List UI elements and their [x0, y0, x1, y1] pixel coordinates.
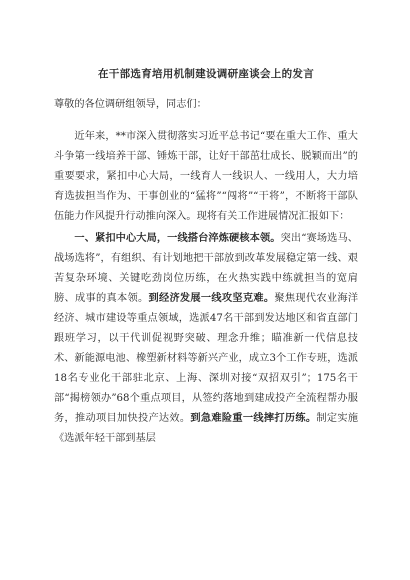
salutation: 尊敬的各位调研组领导，同志们： [54, 99, 207, 110]
section-one-text: 突出“赛场选马、战场选将”，有组织、有计划地把干部放到改革发展稳定第一线、艰苦复杂环境、关键吃劲岗位历练，在火热实践中练就担当的宽肩膀、成事的真本领。 [54, 233, 358, 304]
intro-paragraph: 近年来，**市深入贯彻落实习近平总书记“要在重大工作、重大斗争第一线培养干部、锤炼干部，让好干部茁壮成长、脱颖而出”的重要要求，紧扣中心大局，一线育人一线识人、一线用人，大力培育选拔担当作为、干事创业的“猛将”“闯将”“干将”，不断将干部队伍能力作风提升行动推向深入。现将有关工作进展情况汇报如下： [54, 131, 358, 222]
hardship-frontline-text: 制定实施《选派年轻干部到基层 [54, 413, 359, 444]
section-one-paragraph [54, 229, 358, 449]
section-one-heading: 一、紧扣中心大局，一线搭台淬炼硬核本领。 [74, 233, 281, 244]
economic-frontline-text: 聚焦现代农业海洋经济、城市建设等重点领域，选派47名干部到发达地区和省直部门跟班学习，以干代训促视野突破、理念升维；瞄准新一代信息技术、新能源电池、橡塑新材料等新兴产业，成立3个工作专班，选派18名专业化干部驻北京、上海、深圳对接“双招双引”；175名干部“揭榜领办”68个重点项目，从签约落地到建成投产全流程帮办服务，推动项目加快投产达效。 [54, 293, 359, 424]
hardship-frontline-heading: 到急难险重一线摔打历练。 [190, 413, 317, 424]
economic-frontline-heading: 到经济发展一线攻坚克难。 [148, 293, 275, 304]
document-title: 在干部选育培用机制建设调研座谈会上的发言 [98, 68, 314, 80]
